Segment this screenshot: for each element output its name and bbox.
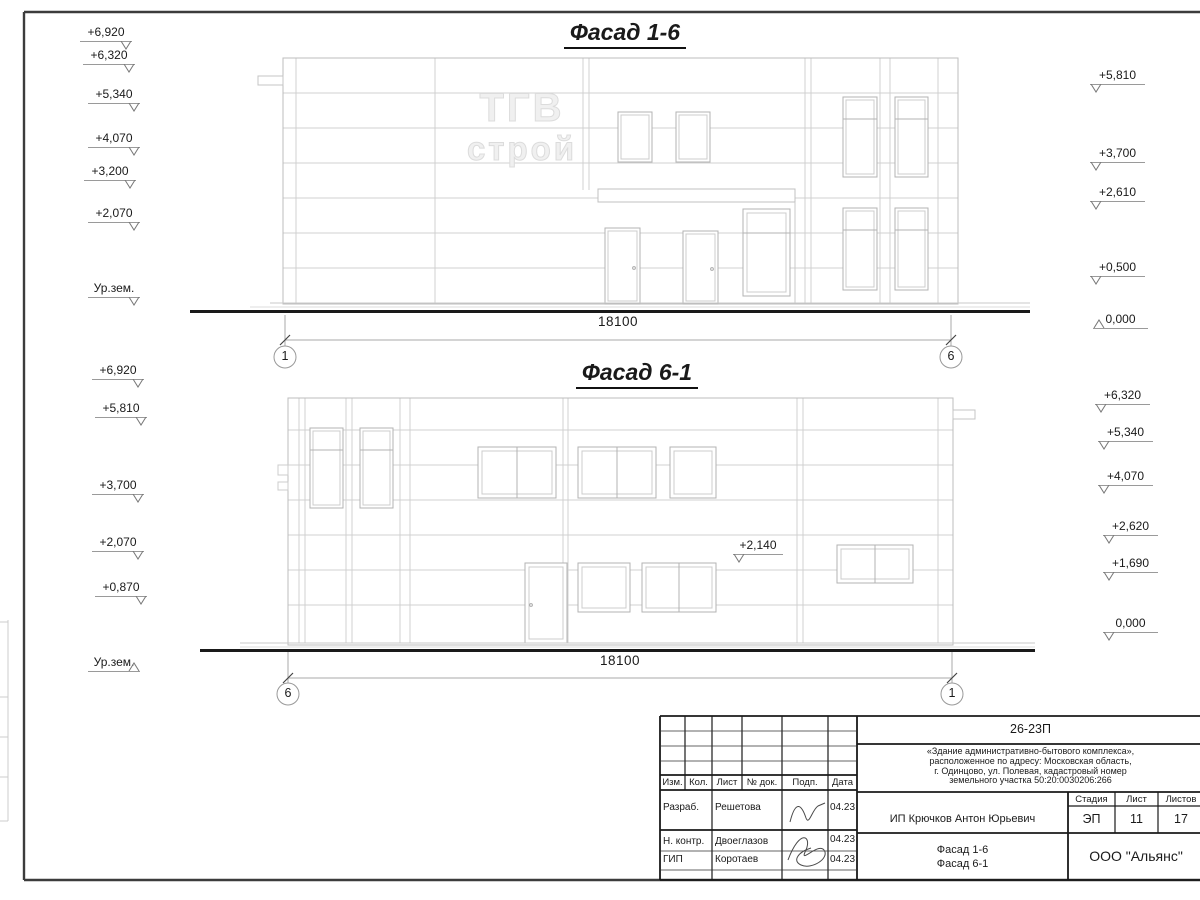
elevation-check-down-icon xyxy=(128,222,140,231)
window xyxy=(618,112,652,162)
elevation-value: +2,610 xyxy=(1098,185,1137,199)
window xyxy=(895,97,928,177)
elevation-value: +3,200 xyxy=(91,164,129,178)
stage-label: Стадия xyxy=(1075,794,1108,805)
elevation-check-down-icon xyxy=(1090,162,1102,171)
sheets-total: 17 xyxy=(1174,812,1188,826)
sign-line-1: ТГВ xyxy=(479,86,565,130)
row-name: Коротаев xyxy=(715,854,759,865)
row-name: Решетова xyxy=(715,802,761,813)
window xyxy=(310,428,343,508)
elevation-value: 0,000 xyxy=(1115,616,1146,630)
row-date: 04.23 xyxy=(829,802,856,813)
elevation-mark xyxy=(80,25,132,42)
axis-number: 6 xyxy=(947,349,955,363)
elevation-mark xyxy=(95,401,147,418)
elevation-value: +6,320 xyxy=(1103,388,1142,402)
elevation-check-down-icon xyxy=(135,417,147,426)
row-name: Двоеглазов xyxy=(715,836,769,847)
elevation-check-down-icon xyxy=(123,64,135,73)
elevation-check-down-icon xyxy=(128,103,140,112)
sheets-label: Листов xyxy=(1165,794,1197,805)
elevation-value: +0,500 xyxy=(1098,260,1137,274)
elevation-value: Ур.зем. xyxy=(93,655,135,669)
doc-number: 26-23П xyxy=(1010,722,1051,736)
elevation-mark xyxy=(1098,425,1153,442)
elevation-value: +3,700 xyxy=(1098,146,1137,160)
elevation-mark xyxy=(88,87,140,104)
elevation-mark xyxy=(1103,519,1158,536)
elevation-value: +0,870 xyxy=(102,580,140,594)
sign-line-2: строй xyxy=(466,130,578,167)
col-kol: Кол. xyxy=(689,777,708,788)
elevation-value: Ур.зем. xyxy=(93,281,135,295)
elevation-mark xyxy=(92,535,144,552)
elevation-value: 0,000 xyxy=(1105,312,1136,326)
elevation-mark xyxy=(1090,68,1145,85)
elevation-mark xyxy=(1103,556,1158,573)
elevation-value: +2,070 xyxy=(95,206,133,220)
elevation-mark xyxy=(733,538,783,555)
elevation-check-down-icon xyxy=(1103,535,1115,544)
elevation-value: +5,340 xyxy=(1106,425,1145,439)
roof-protrusion xyxy=(258,76,283,85)
signature xyxy=(788,803,825,866)
window xyxy=(843,208,877,290)
elevation-check-down-icon xyxy=(128,297,140,306)
elevation-mark xyxy=(1093,312,1148,329)
elevation-value: +2,070 xyxy=(99,535,137,549)
elevation-check-down-icon xyxy=(124,180,136,189)
client-name: ИП Крючков Антон Юрьевич xyxy=(889,813,1036,825)
door xyxy=(683,231,718,304)
axis-number: 1 xyxy=(281,349,289,363)
elevation-check-down-icon xyxy=(132,379,144,388)
window xyxy=(578,447,656,498)
elevation-check-down-icon xyxy=(135,596,147,605)
elevation-mark xyxy=(88,206,140,223)
row-date: 04.23 xyxy=(829,834,856,845)
row-role: Разраб. xyxy=(663,802,700,813)
elevation-mark xyxy=(88,131,140,148)
elevation-value: +6,320 xyxy=(90,48,128,62)
elevation-mark xyxy=(83,48,135,65)
col-list: Лист xyxy=(716,777,738,788)
col-data: Дата xyxy=(831,777,854,788)
elevation-check-down-icon xyxy=(1098,441,1110,450)
row-date: 04.23 xyxy=(829,854,856,865)
window xyxy=(837,545,913,583)
elevation-value: +6,920 xyxy=(99,363,137,377)
row-role: Н. контр. xyxy=(663,836,705,847)
axis-number: 6 xyxy=(284,686,292,700)
window xyxy=(578,563,630,612)
canopy xyxy=(598,189,795,202)
elevation-check-down-icon xyxy=(1090,84,1102,93)
elevation-check-down-icon xyxy=(1095,404,1107,413)
sheet-label: Лист xyxy=(1126,794,1147,805)
sheet-title: Фасад 1-6 Фасад 6-1 xyxy=(936,844,989,870)
elevation-value: +3,700 xyxy=(99,478,137,492)
elevation-mark xyxy=(1090,260,1145,277)
window xyxy=(743,209,790,296)
facade-6-1-title: Фасад 6-1 xyxy=(532,359,742,389)
dimension-value: 18100 xyxy=(597,314,639,329)
elevation-mark xyxy=(84,164,136,181)
elevation-value: +6,920 xyxy=(87,25,125,39)
elevation-mark xyxy=(1090,146,1145,163)
col-izm: Изм. xyxy=(662,777,683,788)
elevation-check-down-icon xyxy=(132,551,144,560)
stage-value: ЭП xyxy=(1082,812,1101,826)
elevation-value: +5,810 xyxy=(1098,68,1137,82)
elevation-value: +5,340 xyxy=(95,87,133,101)
building-sign xyxy=(452,88,592,165)
project-description: «Здание административно-бытового комплекса», расположенное по адресу: Московская область, г. Одинцово, ул. Полевая, кадастровый номер земельного участка 50:20:0030206:266 xyxy=(926,746,1135,786)
elevation-mark xyxy=(95,580,147,597)
elevation-mark xyxy=(1090,185,1145,202)
axis-number: 1 xyxy=(948,686,956,700)
roof-protrusion xyxy=(953,410,975,419)
row-role: ГИП xyxy=(663,854,683,865)
elevation-check-down-icon xyxy=(128,147,140,156)
elevation-check-up-icon xyxy=(1093,319,1105,328)
door xyxy=(525,563,567,643)
elevation-value: +4,070 xyxy=(1106,469,1145,483)
elevation-mark xyxy=(92,478,144,495)
window xyxy=(676,112,710,162)
elevation-check-down-icon xyxy=(1090,276,1102,285)
company-name: ООО "Альянс" xyxy=(1089,848,1183,864)
window xyxy=(478,447,556,498)
elevation-check-down-icon xyxy=(1103,572,1115,581)
elevation-mark xyxy=(1095,388,1150,405)
dimension-value: 18100 xyxy=(599,653,641,668)
elevation-value: +2,140 xyxy=(739,538,777,552)
facade-1-6-title: Фасад 1-6 xyxy=(520,19,730,49)
elevation-check-down-icon xyxy=(1103,632,1115,641)
elevation-check-down-icon xyxy=(1090,201,1102,210)
window xyxy=(642,563,716,612)
window xyxy=(670,447,716,498)
elevation-check-up-icon xyxy=(128,662,140,671)
elevation-value: +4,070 xyxy=(95,131,133,145)
ground-line xyxy=(190,310,1030,313)
elevation-value: +2,620 xyxy=(1111,519,1150,533)
elevation-check-down-icon xyxy=(733,554,745,563)
margin-table xyxy=(0,620,8,821)
elevation-check-down-icon xyxy=(132,494,144,503)
window xyxy=(895,208,928,290)
sheet-number: 11 xyxy=(1130,812,1143,826)
elevation-value: +1,690 xyxy=(1111,556,1150,570)
door xyxy=(605,228,640,304)
elevation-value: +5,810 xyxy=(102,401,140,415)
elevation-mark xyxy=(1103,616,1158,633)
col-podp: Подп. xyxy=(792,777,818,788)
elevation-mark xyxy=(92,363,144,380)
ground-line xyxy=(200,649,1035,652)
elevation-mark xyxy=(88,655,140,672)
window xyxy=(843,97,877,177)
elevation-mark xyxy=(1098,469,1153,486)
col-ndok: № док. xyxy=(746,777,778,788)
elevation-mark xyxy=(88,281,140,298)
window xyxy=(360,428,393,508)
elevation-check-down-icon xyxy=(1098,485,1110,494)
